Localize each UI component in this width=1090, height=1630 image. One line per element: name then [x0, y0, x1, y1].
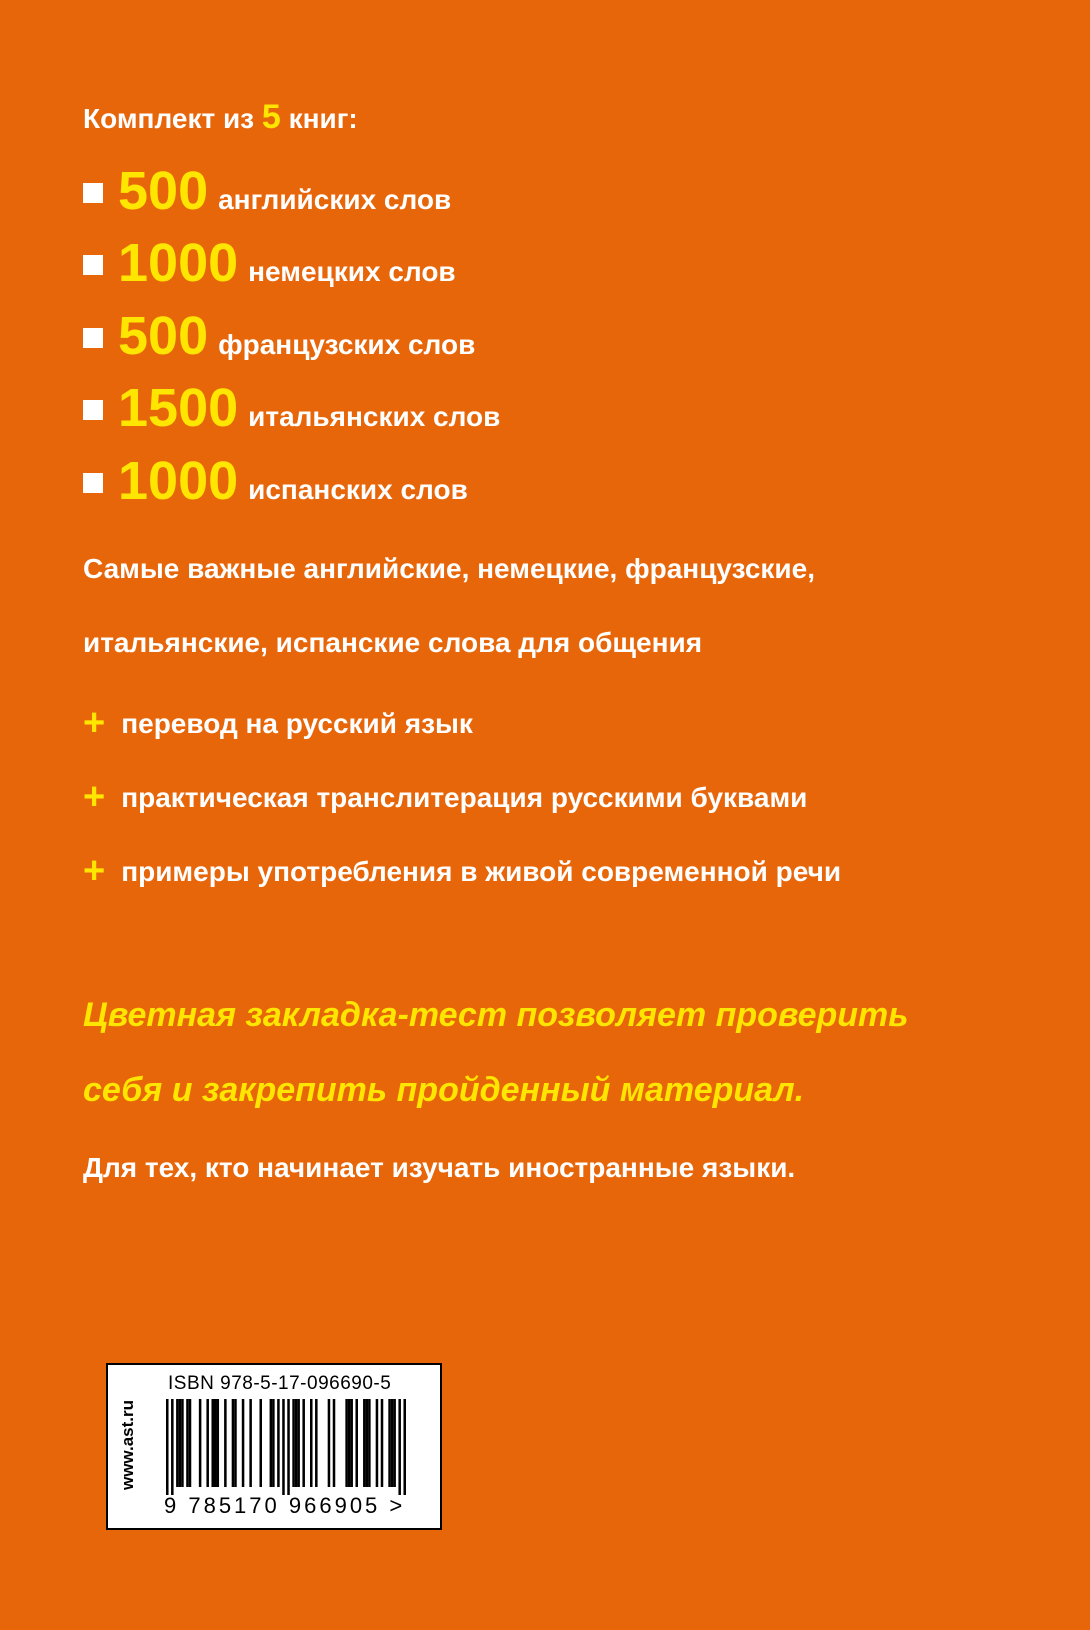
book-item-italian: [83, 377, 500, 439]
feature-item: + перевод на русский язык: [83, 702, 473, 744]
barcode-bar: [363, 1399, 366, 1487]
barcode-bar: [315, 1399, 318, 1487]
barcode-bar: [297, 1399, 300, 1487]
bookmark-line-1: Цветная закладка-тест позволяет проверить: [83, 996, 909, 1034]
square-bullet-icon: [83, 255, 103, 275]
barcode-bar: [272, 1399, 275, 1487]
barcode-bar: [310, 1399, 313, 1487]
set-heading: Комплект из 5 книг:: [83, 98, 358, 136]
barcode-bar: [345, 1399, 348, 1487]
barcode-bars: [166, 1399, 406, 1495]
barcode-bar: [234, 1399, 237, 1487]
word-count: 1000: [118, 451, 239, 511]
plus-icon: +: [83, 850, 106, 892]
barcode-bar: [179, 1399, 182, 1487]
barcode-bar: [206, 1399, 209, 1487]
barcode-bar: [355, 1399, 358, 1487]
bookmark-line-2: себя и закрепить пройденный материал.: [83, 1071, 805, 1109]
barcode-bar: [189, 1399, 192, 1487]
word-count: 500: [118, 306, 209, 366]
barcode-bar: [328, 1399, 331, 1487]
book-label: итальянских слов: [248, 401, 501, 432]
square-bullet-icon: [83, 473, 103, 493]
plus-icon: +: [83, 702, 106, 744]
isbn-text: ISBN 978-5-17-096690-5: [168, 1373, 392, 1394]
barcode-bar: [381, 1399, 384, 1487]
barcode-bar: [398, 1399, 401, 1495]
book-item-french: [83, 305, 475, 367]
word-count: 1000: [118, 233, 239, 293]
book-label: немецких слов: [248, 256, 456, 287]
square-bullet-icon: [83, 183, 103, 203]
description-line-1: Самые важные английские, немецкие, французские,: [83, 553, 815, 584]
barcode-bar: [214, 1399, 217, 1487]
feature-item: + примеры употребления в живой современной речи: [83, 850, 842, 892]
barcode-bar: [199, 1399, 202, 1487]
barcode-bar: [242, 1399, 245, 1487]
barcode-bar: [186, 1399, 189, 1487]
barcode-bar: [176, 1399, 179, 1487]
word-count: 1500: [118, 378, 239, 438]
barcode-bar: [393, 1399, 396, 1487]
barcode-bar: [292, 1399, 295, 1487]
book-item-spanish: [83, 450, 468, 512]
barcode-bar: [277, 1399, 280, 1487]
barcode-bar: [348, 1399, 351, 1487]
feature-item: + практическая транслитерация русскими буквами: [83, 776, 808, 818]
barcode-bar: [350, 1399, 353, 1487]
word-count: 500: [118, 161, 209, 221]
barcode-bar: [282, 1399, 285, 1495]
barcode-bar: [181, 1399, 184, 1487]
barcode-bar: [287, 1399, 290, 1495]
book-label: испанских слов: [248, 474, 468, 505]
barcode-bar: [232, 1399, 235, 1487]
barcode-bar: [211, 1399, 214, 1487]
barcode-bar: [368, 1399, 371, 1487]
barcode-bar: [333, 1399, 336, 1487]
barcode-bar: [302, 1399, 305, 1487]
book-item-german: [83, 232, 456, 294]
barcode-bar: [224, 1399, 227, 1487]
barcode-bar: [259, 1399, 262, 1487]
audience-text: Для тех, кто начинает изучать иностранные языки.: [83, 1152, 796, 1183]
barcode-bar: [391, 1399, 394, 1487]
barcode-bar: [171, 1399, 174, 1495]
publisher-url: www.ast.ru: [118, 1399, 137, 1491]
barcode-bar: [270, 1399, 273, 1487]
barcode-bar: [376, 1399, 379, 1487]
barcode-bar: [217, 1399, 220, 1487]
plus-icon: +: [83, 776, 106, 818]
barcode-bar: [249, 1399, 252, 1487]
ean-digits: 9 785170 966905 >: [164, 1493, 406, 1518]
square-bullet-icon: [83, 400, 103, 420]
description-line-2: итальянские, испанские слова для общения: [83, 627, 703, 658]
barcode-bar: [366, 1399, 369, 1487]
barcode-bar: [388, 1399, 391, 1487]
barcode-box: [106, 1363, 442, 1530]
book-item-english: [83, 160, 451, 222]
set-count: 5: [261, 98, 281, 136]
book-label: французских слов: [218, 329, 476, 360]
barcode-bar: [295, 1399, 298, 1487]
barcode-bar: [403, 1399, 406, 1495]
book-label: английских слов: [218, 184, 452, 215]
square-bullet-icon: [83, 328, 103, 348]
barcode-bar: [166, 1399, 169, 1495]
